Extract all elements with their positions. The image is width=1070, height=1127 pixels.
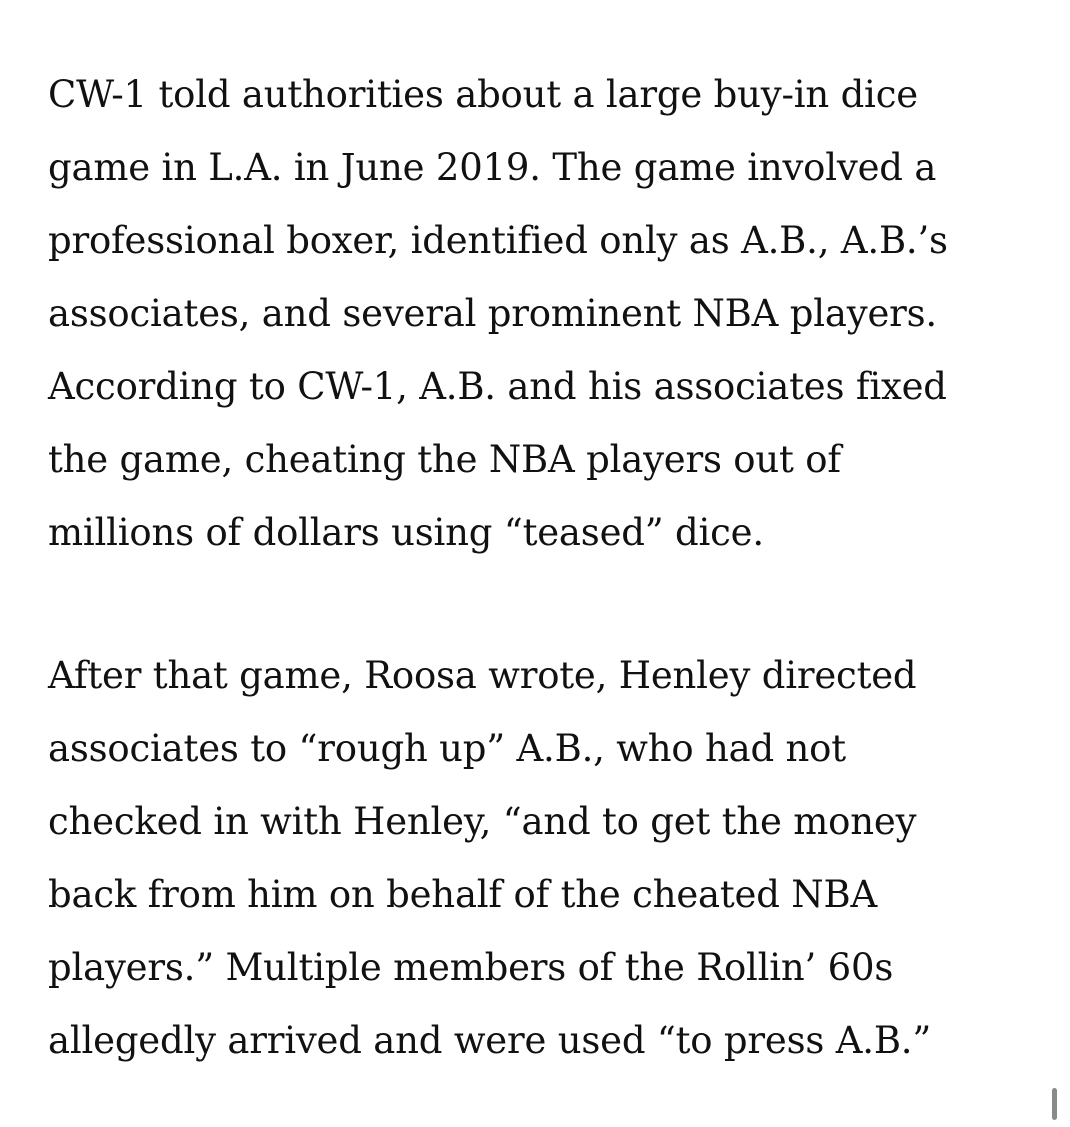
text-line: game in L.A. in June 2019. The game involved a	[48, 146, 937, 189]
scrollbar-thumb[interactable]	[1052, 1088, 1057, 1120]
text-line: associates, and several prominent NBA players.	[48, 292, 937, 335]
text-line: checked in with Henley, “and to get the money	[48, 800, 917, 843]
text-line: After that game, Roosa wrote, Henley directed	[48, 654, 917, 697]
text-line: professional boxer, identified only as A.B., A.B.’s	[48, 219, 948, 262]
article-body	[48, 58, 1038, 1077]
text-line: millions of dollars using “teased” dice.	[48, 511, 764, 554]
text-line: According to CW-1, A.B. and his associates fixed	[48, 365, 947, 408]
text-line: the game, cheating the NBA players out of	[48, 438, 841, 481]
text-line: players.” Multiple members of the Rollin’ 60s	[48, 946, 894, 989]
text-line: CW-1 told authorities about a large buy-in dice	[48, 73, 918, 116]
paragraph-1	[48, 58, 1038, 569]
paragraph-2	[48, 639, 1038, 1077]
text-line: back from him on behalf of the cheated NBA	[48, 873, 877, 916]
paragraph-spacer	[48, 569, 1038, 639]
text-line: associates to “rough up” A.B., who had not	[48, 727, 846, 770]
text-line: allegedly arrived and were used “to press A.B.”	[48, 1019, 932, 1062]
